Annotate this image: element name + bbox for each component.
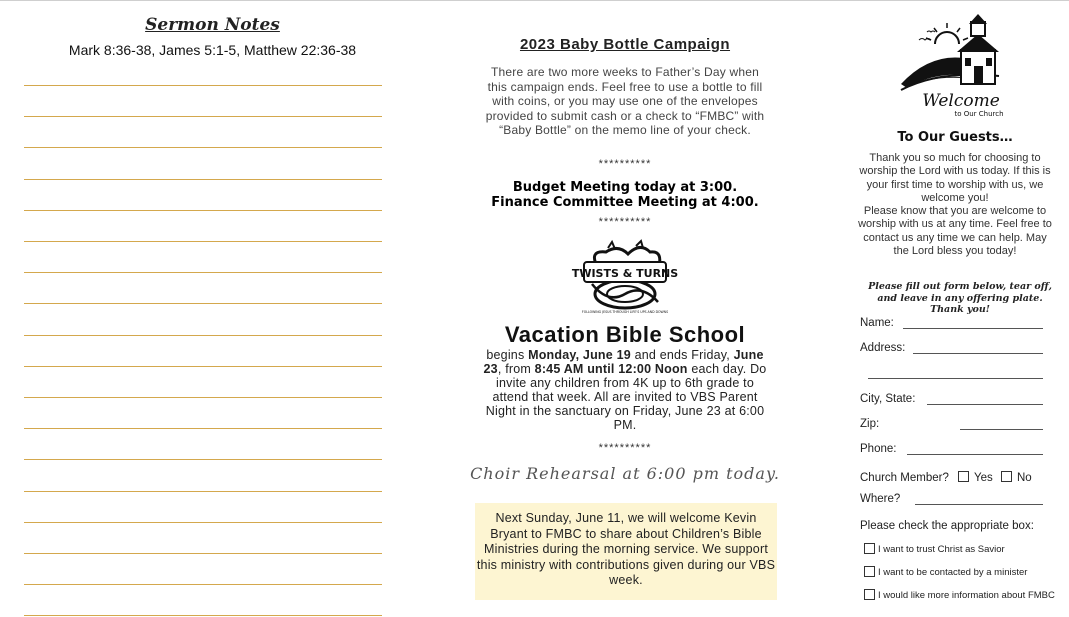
trust-christ-checkbox[interactable] xyxy=(864,543,875,554)
note-line[interactable] xyxy=(24,335,382,336)
trust-christ-label: I want to trust Christ as Savior xyxy=(878,544,1005,555)
welcome-subtext: to Our Church xyxy=(954,110,1004,118)
choir-rehearsal-notice: Choir Rehearsal at 6:00 pm today. xyxy=(470,464,780,483)
where-field[interactable] xyxy=(915,504,1043,505)
zip-field[interactable] xyxy=(960,429,1043,430)
twists-and-turns-logo xyxy=(571,240,679,316)
note-line[interactable] xyxy=(24,491,382,492)
guests-title: To Our Guests… xyxy=(897,130,1013,145)
form-instructions: Please fill out form below, tear off, and leave in any offering plate. Thank you! xyxy=(868,281,1052,315)
note-line[interactable] xyxy=(24,179,382,180)
note-line[interactable] xyxy=(24,303,382,304)
vbs-detail-bold: June 23 xyxy=(483,348,764,376)
church-icon xyxy=(899,14,1019,118)
church-member-yes-checkbox[interactable] xyxy=(958,471,969,482)
zip-label: Zip: xyxy=(860,418,880,430)
guests-message xyxy=(857,152,1053,258)
church-member-no-checkbox[interactable] xyxy=(1001,471,1012,482)
separator: ********** xyxy=(598,442,652,454)
name-field[interactable] xyxy=(903,328,1043,329)
guest-panel xyxy=(855,0,1060,617)
scripture-references: Mark 8:36-38, James 5:1-5, Matthew 22:36-38 xyxy=(68,42,357,58)
vbs-detail-text: each day. Do invite any children from 4K up to 6th grade to attend that week. All are invited to VBS Parent Night in the sanctuary on Friday, June 23 at 6:00 PM. xyxy=(485,362,767,432)
address-field[interactable] xyxy=(913,353,1043,354)
name-label: Name: xyxy=(860,317,894,329)
vbs-detail-text: begins xyxy=(486,348,529,362)
vbs-detail-text: , from xyxy=(497,362,535,376)
vbs-details xyxy=(478,348,772,432)
vbs-detail-bold: Monday, June 19 xyxy=(528,348,631,362)
sermon-notes-panel xyxy=(0,0,405,617)
note-line[interactable] xyxy=(24,584,382,585)
logo-subtext: FOLLOWING JESUS THROUGH LIFE'S UPS AND DOWNS xyxy=(581,310,669,314)
address-label: Address: xyxy=(860,342,906,354)
announcements-panel xyxy=(470,0,780,617)
sermon-notes-title: Sermon Notes xyxy=(145,15,280,35)
yes-label: Yes xyxy=(974,472,993,484)
separator: ********** xyxy=(598,216,652,228)
church-member-label: Church Member? xyxy=(860,472,949,484)
note-line[interactable] xyxy=(24,85,382,86)
address-field-line-2[interactable] xyxy=(868,378,1043,379)
guests-message-2: Please know that you are welcome to worship with us at any time. Feel free to contact us any time we can help. May the Lord bless you today! xyxy=(858,205,1052,258)
vbs-title: Vacation Bible School xyxy=(504,322,746,347)
city-state-field[interactable] xyxy=(927,404,1043,405)
campaign-body: There are two more weeks to Father’s Day when this campaign ends. Feel free to use a bottle to fill with coins, or you may use one of the envelopes provided to submit cash or a check to “FMBC” with “Baby Bottle” on the memo line of your check. xyxy=(485,65,765,137)
logo-text: TWISTS & TURNS xyxy=(571,267,679,280)
where-label: Where? xyxy=(860,493,901,505)
contact-minister-checkbox[interactable] xyxy=(864,566,875,577)
phone-label: Phone: xyxy=(860,443,897,455)
note-line[interactable] xyxy=(24,272,382,273)
note-line[interactable] xyxy=(24,522,382,523)
vbs-detail-text: and ends Friday, xyxy=(630,348,734,362)
note-line[interactable] xyxy=(24,459,382,460)
note-line[interactable] xyxy=(24,553,382,554)
note-line[interactable] xyxy=(24,116,382,117)
more-info-checkbox[interactable] xyxy=(864,589,875,600)
note-line[interactable] xyxy=(24,241,382,242)
city-state-label: City, State: xyxy=(860,393,916,405)
note-line[interactable] xyxy=(24,428,382,429)
welcome-text: Welcome xyxy=(922,91,1000,111)
vbs-detail-bold: 8:45 AM until 12:00 Noon xyxy=(534,362,688,376)
note-line[interactable] xyxy=(24,615,382,616)
meetings-notice xyxy=(470,180,780,210)
separator: ********** xyxy=(598,158,652,170)
note-line[interactable] xyxy=(24,397,382,398)
no-label: No xyxy=(1017,472,1032,484)
contact-minister-label: I want to be contacted by a minister xyxy=(878,567,1028,578)
guests-message-1: Thank you so much for choosing to worship the Lord with us today. If this is your first time to worship with us, we welcome you! xyxy=(859,152,1051,204)
phone-field[interactable] xyxy=(907,454,1043,455)
note-line[interactable] xyxy=(24,147,382,148)
check-prompt: Please check the appropriate box: xyxy=(860,520,1034,532)
next-sunday-text: Next Sunday, June 11, we will welcome Kevin Bryant to FMBC to share about Children’s Bible Ministries during the morning service. We support this ministry with contributions given during our VBS week. xyxy=(476,511,776,587)
finance-meeting: Finance Committee Meeting at 4:00. xyxy=(491,195,759,210)
note-line[interactable] xyxy=(24,366,382,367)
more-info-label: I would like more information about FMBC xyxy=(878,590,1055,601)
note-line[interactable] xyxy=(24,210,382,211)
budget-meeting: Budget Meeting today at 3:00. xyxy=(512,180,738,195)
campaign-title: 2023 Baby Bottle Campaign xyxy=(519,36,731,53)
